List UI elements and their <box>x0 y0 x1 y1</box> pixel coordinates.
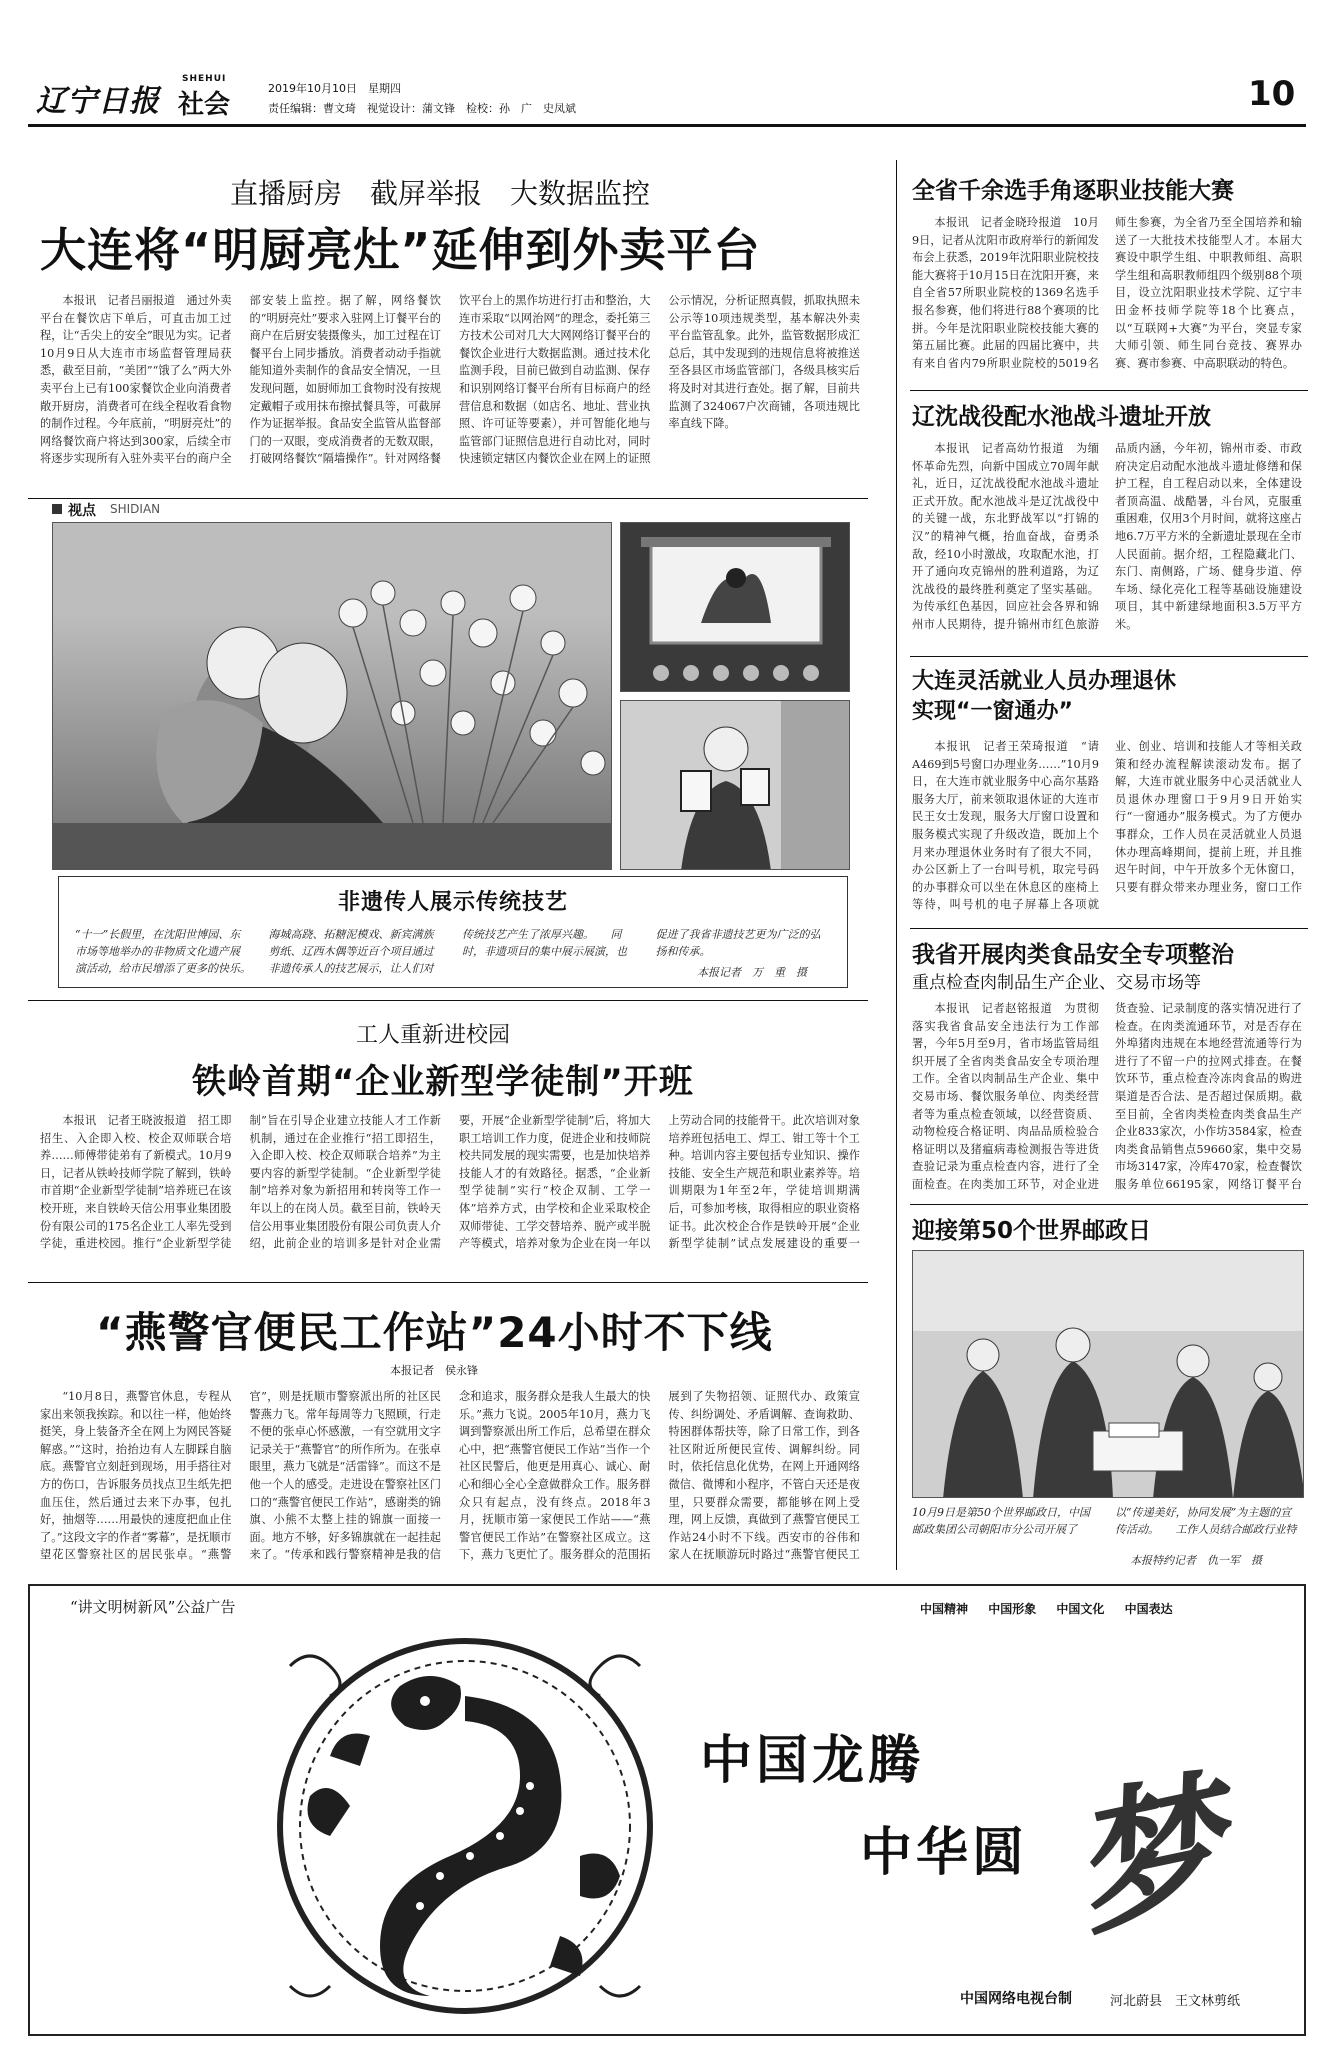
liaoshen-article-body: 本报讯 记者高幼竹报道 为缅怀革命先烈，向新中国成立70周年献礼，近日，辽沈战役配水池战斗遗址正式开放。配水池战斗是辽沈战役中的关键一战，东北野战军以“打锦的汉”的精神气概，抬血奋战，奋勇杀敌，经10小时激战，攻取配水池，打开了通向攻克锦州的胜利道路，为辽沈战役的最终胜利奠定了坚实基础。为传承红色基因，回应社会各界和锦州市人民期待，提升锦州市红色旅游品质内涵，今年初，锦州市委、市政府决定启动配水池战斗遗址修缮和保护工程，自工程启动以来，全体建设者顶高温、战酷暑，斗台风，克服重重困难，仅用3个月时间，就将这座占地6.7万平方米的全新遗址景现在全市人民面前。据介绍，工程隐藏北门、东门、南侧路，广场、健身步道、停车场、绿化亮化工程等基础设施建设项目，其中新建绿地面积3.5万平方米。 <box>912 442 1302 631</box>
skills-article-body: 本报讯 记者金晓玲报道 10月9日，记者从沈阳市政府举行的新闻发布会上获悉，2019年沈阳职业院校技能大赛将于10月15日在沈阳开赛，来自全省57所职业院校的1369名选手报名参赛，他们将进行88个赛项的比拼。今年是沈阳职业院校技能大赛的第五届比赛。此届的四届比赛中，共有来自省内79所职业院校的5019名师生参赛，为全省乃至全国培养和输送了一大批技术技能型人才。本届大赛设中职学生组、中职教师组、高职学生组和高职教师组四个级别88个项目，设立沈阳职业技术学院、辽宁丰田金杯技师学院等18个比赛点，以“互联网+大赛”为平台，突显专家大师引领、师生同台竞技、赛界办赛、赛市参赛、中高职联动的特色。 <box>912 216 1302 370</box>
meat-article-body: 本报讯 记者赵铭报道 为贯彻落实我省食品安全违法行为工作部署，今年5月至9月，省市场监管局组织开展了全省肉类食品安全专项治理工作。全省以肉制品生产企业、集中交易市场、餐饮服务单位、肉类经营者等为重点检查领域，以经营资质、动物检疫合格证明、肉品品质检验合格证明以及猪瘟病毒检测报告等进货查验记录为重点检查内容，进行了全面检查。在肉类加工环节，对企业进货查验、记录制度的落实情况进行了检查。在肉类流通环节，对是否存在外埠猪肉违规在本地经营流通等行为进行了不留一户的拉网式排查。在餐饮环节，重点检查冷冻肉食品的购进渠道是否合法、是否超过保质期。截至目前，全省肉类检查肉类食品生产企业833家次，小作坊3584家，检查肉类食品销售点59660家，集中交易市场3147家，冷库470家，检查餐饮服务单位66195家，网络订餐平台 <box>912 1002 1302 1191</box>
ad-credit-org: 中国网络电视台制 <box>960 1991 1072 2007</box>
ad-slogan-line1: 中国龙腾 <box>700 1730 925 1791</box>
viewpoint-headline: 非遗传人展示传统技艺 <box>337 890 568 915</box>
viewpoint-photo-credit: 本报记者 万 重 摄 <box>697 966 807 979</box>
tieling-article-body: 本报讯 记者王晓波报道 招工即招生、入企即入校、校企双师联合培养……师傅带徒弟有了新模式。10月9日，记者从铁岭技师学院了解到，铁岭市首期“企业新型学徒制”培养班已在该校开班，来自铁岭天信公用事业集团股份有限公司的175名企业工人率先受到学徒，重进校园。推行“企业新型学徒制”旨在引导企业建立技能人才工作新机制，通过在企业推行“招工即招生，入企即入校、校企双师联合培养”为主要内容的新型学徒制。“企业新型学徒制”培养对象为新招用和转岗等工作一年以上的在岗人员。截至目前，铁岭天信公用事业集团股份有限公司负责人介绍，此前企业的培训多是针对企业需要，开展“企业新型学徒制”后，将加大职工培训工作力度，促进企业和技师院校共同发展的现实需要，也是加快培养技能人才的有效路径。据悉，“企业新型学徒制”实行“校企双制、工学一体”培养方式，由学校和企业采取校企双师带徒、工学交替培养、脱产或半脱产等模式，培养对象为企业在岗一年以上劳动合同的技能骨干。此次培训对象培养班包括电工、焊工、钳工等十个工种。培训内容主要包括专业知识、操作技能、安全生产规范和职业素养等。培训期限为1年至2年，学徒培训期满后，可参加考核，取得相应的职业资格证书。此次校企合作是铁岭开展“企业新型学徒制”试点发展建设的重要一 <box>40 1114 860 1251</box>
viewpoint-label-pinyin: SHIDIAN <box>110 502 161 516</box>
lead-headline: 大连将“明厨亮灶”延伸到外卖平台 <box>40 223 761 277</box>
dragon-papercut-image <box>230 1626 700 2026</box>
right-column-separator <box>896 160 897 1570</box>
viewpoint-caption-box <box>58 876 848 988</box>
ad-dream-calligraphy: 梦 <box>1056 1755 1240 1959</box>
dalian-jobs-headline-line1: 大连灵活就业人员办理退休 <box>912 669 1177 694</box>
masthead-rule <box>28 124 1306 127</box>
skills-headline: 全省千余选手角逐职业技能大赛 <box>912 178 1234 204</box>
page-number: 10 <box>1248 74 1296 114</box>
yanjing-article-body: “10月8日，燕警官休息，专程从家出来领我挨踪。和以往一样，他始终挺笑，身上装备齐全在网上为网民答疑解惑。”“这时，抬抬边有人左脚踩自脑底。燕警官立刻赶到现场，用手搭往对方的伤口，告诉服务员找点卫生纸先把血压住，然后通过去来下办事，包扎好，抽烟等……用最快的速度把血止住了。”这段文字的作者“雾幕”，是抚顺市望花区警察社区的居民张卓。“燕警官”，则是抚顺市警察派出所的社区民警燕力飞。常年每周等力飞照顾，行走不便的张卓心怀感激，一有空就用文字记录关于“燕警官”的所作所为。在张卓眼里，燕力飞就是“活雷锋”。而这不是他一个人的感受。走进设在警察社区门口的“燕警官便民工作站”，感谢类的锦旗、小熊不太整上挂的锦旗一面接一面。地方不够，好多锦旗就在一起挂起来了。“传承和践行警察精神是我的信念和追求，服务群众是我人生最大的快乐。”燕力飞说。2005年10月，燕力飞调到警察派出所工作后，总希望在群众心中，把“燕警官便民工作站”当作一个社区民警后，他更是用真心、诚心、耐心和细心全心全意做群众工作。服务群众只有起点，没有终点。2018年3月，抚顺市第一家便民工作站——“燕警官便民工作站”在警察社区成立。这下，燕力飞更忙了。服务群众的范围拓展到了失物招领、证照代办、政策宣传、纠纷调处、矛盾调解、查询救助、特困群体帮扶等，除了日常工作，到各社区附近所便民宣传、调解纠纷。同时，依托信息化优势，在网上开通网络微信、微博和小程序，不管白天还是夜里，只要群众需要，都能够在网上受理，网上反馈，真做到了燕警官便民工作站24小时不下线。西安市的谷伟和家人在抚顺游玩时路过“燕警官便民工 <box>40 1390 860 1562</box>
lead-article-body: 本报讯 记者吕丽报道 通过外卖平台在餐饮店下单后，可直击加工过程，让“舌尖上的安全”眼见为实。记者10月9日从大连市市场监督管理局获悉，截至目前，“美团”“饿了么”两大外卖平台上已有100家餐饮企业向消费者敞开厨房，消费者可在线全程收看食物的制作过程。今年底前，“明厨亮灶”的网络餐饮商户将达到300家，后续全市将逐步实现所有入驻外卖平台的商户全部安装上监控。据了解，网络餐饮的“明厨亮灶”要求入驻网上订餐平台的商户在后厨安装摄像头，加工过程在订餐平台上同步播放。消费者动动手指就能知道外卖制作的食品安全情况，一旦发现问题，如厨师加工食物时没有按规定戴帽子或用抹布擦拭餐具等，可截屏作为证据举报。食品安全监管从监督部门的一双眼，变成消费者的无数双眼，打破网络餐饮“隔墙操作”。针对网络餐饮平台上的黑作坊进行打击和整治，大连市采取“以网治网”的理念，委托第三方技术公司对几大大网网络订餐平台的餐饮企业进行大数据监测。通过技术化监测手段，目前已做到自动监测、保存和识别网络订餐平台所有目标商户的经营信息和数据（如店名、地址、营业执照、许可证等要素），并可智能化地与监管部门证照信息进行自动比对，同时快速锁定辖区内餐饮企业在网上的证照公示情况，分析证照真假，抓取执照未公示等10项违规类型，基本解决外卖平台监管乱象。此外，监管数据形成汇总后，其中发现到的违规信息将被推送至各县区市场监管部门，各级具核实后将及时对其进行查处。据了解，目前共监测了324067户次商铺，各项违规比率直线下降。 <box>40 294 860 466</box>
ad-tag-spirit: 中国精神 <box>920 1602 969 1616</box>
viewpoint-divider <box>28 1000 868 1001</box>
ad-tag-image: 中国形象 <box>988 1602 1037 1616</box>
viewpoint-label-block <box>52 500 352 520</box>
postal-caption: 10月9日是第50个世界邮政日，中国邮政集团公司朝阳市分公司开展了以“传递美好，协同发展”为主题的宣传活动。 工作人员结合邮政行业特 <box>912 1506 1297 1536</box>
photo-postal-day-event <box>912 1250 1304 1498</box>
meat-headline: 我省开展肉类食品安全专项整治 <box>912 942 1234 968</box>
lead-kicker: 直播厨房 截屏举报 大数据监控 <box>230 177 651 210</box>
viewpoint-label: 视点 <box>68 503 96 519</box>
dalian-jobs-headline-line2: 实现“一窗通办” <box>912 699 1073 724</box>
skills-divider <box>910 390 1308 391</box>
viewpoint-caption: “十一”长假里，在沈阳世博园、东市场等地举办的非物质文化遗产展演活动，给市民增添了更多的快乐。 海城高跷、拓糖泥模戏、新宾满族剪纸、辽西木偶等近百个项目通过非遗传承人的技艺展示，让人们对传统技艺产生了浓厚兴趣。 同时，非遗项目的集中展示展演，也促进了我省非遗技艺更为广泛的弘扬和传承。 <box>75 928 821 975</box>
photo-paper-cut-artist <box>620 700 850 870</box>
ad-label: “讲文明树新风”公益广告 <box>70 1598 236 1616</box>
meat-subheadline: 重点检查肉制品生产企业、交易市场等 <box>912 973 1201 993</box>
public-service-ad <box>28 1584 1306 2036</box>
postal-headline: 迎接第50个世界邮政日 <box>912 1218 1152 1244</box>
masthead <box>28 74 1308 122</box>
viewpoint-square-icon <box>52 504 62 514</box>
liaoshen-headline: 辽沈战役配水池战斗遗址开放 <box>912 404 1211 430</box>
tieling-divider <box>28 1282 868 1283</box>
newspaper-logo: 辽宁日报 <box>36 84 160 119</box>
liaoshen-divider <box>910 656 1308 657</box>
ad-slogan-line2: 中华圆 <box>860 1822 1029 1883</box>
tieling-kicker: 工人重新进校园 <box>356 1023 511 1048</box>
photo-shadow-puppet-stage <box>620 522 850 692</box>
ad-tags <box>920 1600 1280 1617</box>
postal-photo-credit: 本报特约记者 仇一军 摄 <box>1130 1554 1262 1567</box>
yanjing-byline: 本报记者 侯永锋 <box>390 1364 478 1377</box>
ad-tag-culture: 中国文化 <box>1056 1602 1105 1616</box>
lead-divider <box>28 498 868 499</box>
section-pinyin: SHEHUI <box>182 74 227 84</box>
issue-date: 2019年10月10日 星期四 <box>268 82 401 95</box>
dalian-jobs-article-body: 本报讯 记者王荣琦报道 “请A469到5号窗口办理业务……”10月9日，在大连市就业服务中心高尔基路服务大厅，前来领取退休证的大连市民王女士发现，服务大厅窗口设置和服务模式实现了升级改造，既加上个月来办理退休业务时有了很大不同，办公区新上了一台叫号机，取完号码的办事群众可以坐在休息区的座椅上等待，叫号机的电子屏幕上各项就业、创业、培训和技能人才等相关政策和经办流程解读滚动发布。据了解，大连市就业服务中心灵活就业人员退休办理窗口于9月9日开始实行“一窗通办”服务模式。为了方便办事群众，工作人员在灵活就业人员退休办理高峰期间，提前上班，并且推迟午时间，中午开放多个无休窗口，只要有群众带来办理业务，窗口工作 <box>912 740 1302 912</box>
ad-credit-author: 河北蔚县 王文林剪纸 <box>1110 1994 1241 2009</box>
dalian-jobs-divider <box>910 928 1308 929</box>
tieling-headline: 铁岭首期“企业新型学徒制”开班 <box>192 1062 694 1102</box>
yanjing-headline: “燕警官便民工作站”24小时不下线 <box>96 1308 773 1357</box>
section-name: 社会 <box>178 90 231 120</box>
photo-mother-child-candy <box>52 522 612 870</box>
ad-tag-expression: 中国表达 <box>1124 1602 1173 1616</box>
editor-credits: 责任编辑：曹文琦 视觉设计：蒲文锋 检校：孙 广 史凤斌 <box>268 102 576 115</box>
meat-divider <box>910 1204 1308 1205</box>
